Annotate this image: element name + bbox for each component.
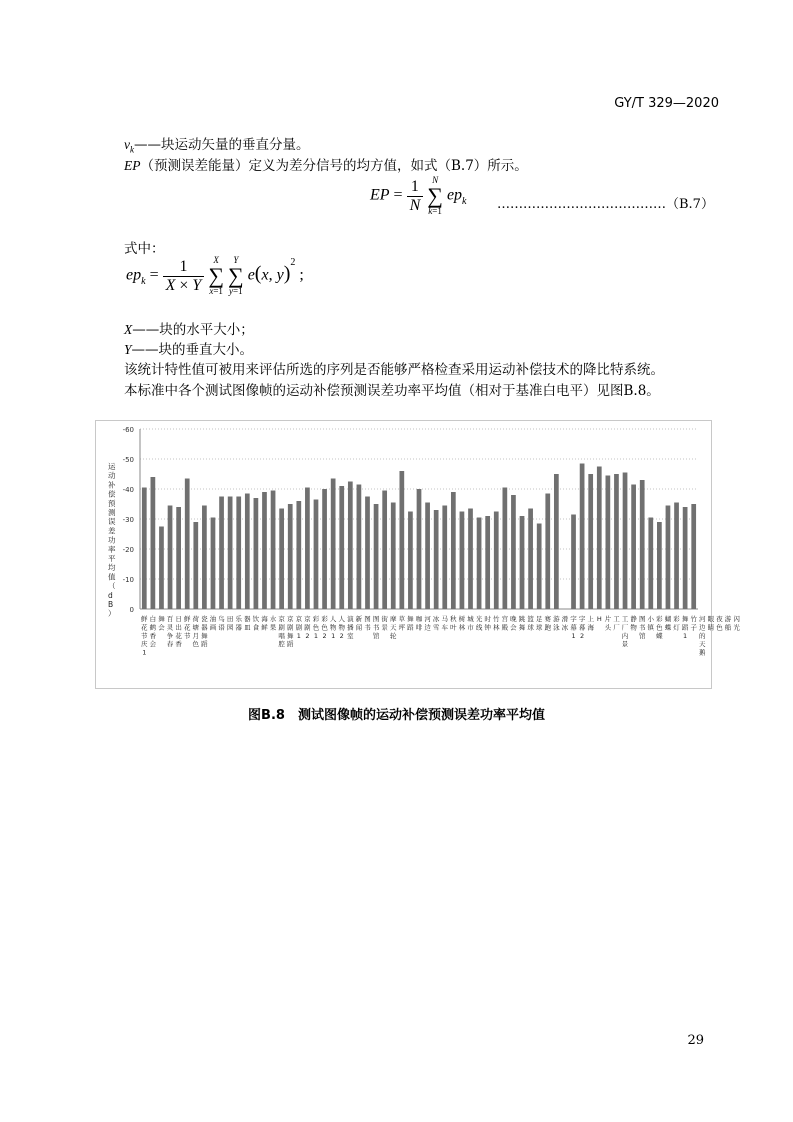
x-tick-label: 游泳 — [553, 615, 560, 632]
x-description: ——块的水平大小； — [132, 322, 254, 338]
bar — [185, 479, 190, 610]
x-tick-label: 荷塘月色 — [192, 615, 200, 649]
where-label: 式中： — [124, 241, 165, 257]
bar — [623, 473, 628, 610]
vk-description: ——块运动矢量的垂直分量。 — [134, 137, 310, 153]
bar — [494, 512, 499, 610]
y-tick-label: -40 — [122, 486, 134, 494]
x-tick-label: 冰雪 — [432, 615, 440, 632]
bar — [666, 506, 671, 610]
bar — [288, 504, 293, 609]
x-tick-label: 上海 — [587, 615, 594, 632]
bar — [442, 506, 447, 610]
bar — [640, 480, 645, 609]
x-tick-label: 彩色 2 — [321, 615, 328, 640]
x-tick-label: 图书馆 — [638, 615, 646, 640]
bar — [271, 491, 276, 610]
x-tick-label: 图书馆 — [372, 615, 380, 640]
x-tick-label: 人物 2 — [338, 615, 345, 640]
x-tick-label: 赛跑 — [544, 615, 552, 632]
x-tick-label: 白鹤香会 — [149, 615, 157, 649]
vk-variable: v — [124, 137, 130, 152]
x-definition — [124, 318, 254, 338]
x-variable: X — [124, 322, 133, 337]
bar — [657, 522, 662, 609]
bar — [691, 504, 696, 609]
equation-epk: $ep_k$ = $\frac{1}{X \times Y}$ X ∑ x=1 Y ∑ y=1 e(x, y)$^2$ ; — [126, 255, 304, 296]
y-tick-label: -60 — [122, 426, 134, 434]
page-number: 29 — [687, 1033, 704, 1048]
x-tick-label: 宫殿 — [501, 615, 509, 632]
bar — [502, 488, 507, 610]
bar — [477, 518, 482, 610]
bar — [314, 500, 319, 610]
x-tick-label: 滑冰 — [561, 615, 569, 632]
y-tick-label: -10 — [122, 576, 134, 584]
y-tick-label: 0 — [129, 606, 134, 614]
x-tick-label: 竹子 — [690, 615, 697, 632]
x-tick-label: 小镇 — [647, 615, 655, 632]
bar — [606, 476, 611, 610]
bar — [142, 488, 147, 610]
x-tick-label: 字幕 2 — [578, 615, 586, 640]
equation-b7-number: …………………………………（B.7） — [497, 197, 714, 212]
bar — [202, 506, 207, 610]
x-tick-label: 人物 1 — [329, 615, 337, 640]
bar — [460, 512, 465, 610]
bar — [399, 471, 404, 609]
x-tick-label: 晚会 — [510, 615, 517, 632]
bar — [614, 474, 619, 609]
x-tick-label: 彩色蝶 — [656, 615, 663, 640]
x-tick-label: 闪光 — [733, 615, 740, 632]
bar — [631, 485, 636, 610]
bar — [262, 492, 267, 609]
y-tick-label: -30 — [122, 516, 134, 524]
bar — [597, 467, 602, 610]
equation-b7: EP = $\frac{1}{N}$ N ∑ k=1 $ep_k$ — [370, 175, 467, 216]
bar — [151, 477, 156, 609]
bar — [365, 497, 370, 610]
bar — [683, 507, 688, 609]
x-tick-label: 竹林 — [493, 615, 500, 632]
bar — [391, 503, 396, 610]
x-tick-label: 草坪 — [398, 615, 406, 632]
x-tick-label: 舞蹈 1 — [681, 615, 689, 640]
x-tick-label: 舞会 — [158, 615, 165, 632]
bar — [511, 495, 516, 609]
figure-caption: 图B.8 测试图像帧的运动补偿预测误差功率平均值 — [248, 708, 545, 723]
bar — [408, 512, 413, 610]
y-variable: Y — [124, 342, 132, 357]
bar — [348, 482, 353, 610]
x-tick-label: 彩色 1 — [312, 615, 320, 640]
bar — [176, 507, 181, 609]
bar — [305, 488, 310, 610]
x-tick-label: 水果 — [269, 615, 277, 632]
ep-variable: EP — [124, 158, 141, 173]
bar — [434, 510, 439, 609]
vk-definition — [124, 133, 310, 155]
x-tick-label: 蝴蝶 — [664, 615, 672, 632]
bar — [168, 506, 173, 610]
bar — [485, 516, 490, 609]
bar — [554, 474, 559, 609]
vk-subscript: k — [130, 144, 134, 155]
x-tick-label: 眼睛 — [707, 615, 715, 632]
bar — [159, 527, 164, 610]
x-tick-label: 饮食 — [252, 615, 260, 632]
bar — [545, 494, 550, 610]
bar — [451, 492, 456, 609]
x-tick-label: 字幕 1 — [570, 615, 577, 640]
bar — [279, 509, 284, 610]
x-tick-label: 鲜花节 — [183, 615, 191, 640]
bar — [382, 491, 387, 610]
bar — [425, 503, 430, 610]
bar — [245, 494, 250, 610]
bar-chart — [96, 421, 740, 688]
x-tick-label: 片头 — [604, 615, 612, 632]
x-tick-label: 树林 — [458, 615, 466, 632]
ep-description: （预测误差能量）定义为差分信号的均方值，如式（B.7）所示。 — [140, 158, 528, 174]
x-tick-label: 器皿 — [244, 615, 251, 632]
bar — [648, 518, 653, 610]
x-tick-label: 京剧 1 — [295, 615, 303, 640]
x-tick-label: 篮球 — [527, 615, 534, 632]
y-tick-label: -20 — [122, 546, 134, 554]
bar — [236, 497, 241, 610]
x-tick-label: 图书 — [364, 615, 371, 632]
x-tick-label: 百灵争春 — [166, 615, 174, 649]
x-tick-label: 油画 — [209, 615, 217, 632]
bar — [339, 486, 344, 609]
bar — [580, 464, 585, 610]
y-description: ——块的垂直大小。 — [131, 342, 254, 358]
bar — [228, 497, 233, 610]
x-tick-label: 田园 — [226, 615, 234, 632]
standard-code: GY/T 329—2020 — [614, 96, 719, 111]
bar — [211, 518, 216, 610]
x-tick-label: 新闻 — [355, 615, 363, 632]
x-tick-label: 游船 — [724, 615, 732, 632]
x-tick-label: 光线 — [475, 615, 483, 632]
y-definition — [124, 338, 253, 358]
paragraph-2: 本标准中各个测试图像帧的运动补偿预测误差功率平均值（相对于基准白电平）见图B.8。 — [124, 383, 660, 399]
bar — [296, 501, 301, 609]
bar — [571, 515, 576, 610]
x-tick-label: 秋叶 — [450, 615, 457, 632]
bar — [331, 479, 336, 610]
x-tick-label: 街景 — [381, 615, 388, 632]
x-tick-label: 工厂 — [613, 615, 620, 632]
x-tick-label: 京剧 2 — [304, 615, 311, 640]
bar — [537, 524, 542, 610]
x-tick-label: 咖啡 — [415, 615, 423, 632]
x-tick-label: 瓷器舞蹈 — [201, 615, 208, 649]
x-tick-label: 演播室 — [347, 615, 354, 640]
bar — [374, 504, 379, 609]
x-tick-label: 城市 — [467, 615, 474, 632]
bar — [254, 498, 259, 609]
x-tick-label: 鲜花节庆 1 — [141, 615, 148, 657]
bar — [357, 485, 362, 610]
x-tick-label: 日出花香 — [175, 615, 182, 649]
x-tick-label: H — [596, 615, 602, 623]
bar — [219, 497, 224, 610]
bar — [193, 522, 198, 609]
bar — [322, 489, 327, 609]
x-tick-label: 乐器 — [235, 615, 242, 632]
x-tick-label: 京剧唱腔 — [278, 615, 285, 649]
x-tick-label: 静物 — [630, 615, 637, 632]
x-tick-label: 工厂内景 — [621, 615, 629, 649]
x-tick-label: 河边 — [424, 615, 431, 632]
ep-definition — [124, 154, 528, 174]
bar — [520, 516, 525, 609]
x-tick-label: 舞蹈 — [407, 615, 414, 632]
x-tick-label: 马车 — [441, 615, 449, 632]
x-tick-label: 京剧舞蹈 — [286, 615, 294, 649]
bar — [588, 474, 593, 609]
bar — [674, 503, 679, 610]
x-tick-label: 足球 — [535, 615, 543, 632]
y-tick-label: -50 — [122, 456, 134, 464]
x-tick-label: 夜色 — [716, 615, 723, 632]
x-tick-label: 海鲜 — [261, 615, 268, 632]
x-tick-label: 河边的天鹅 — [699, 615, 706, 657]
paragraph-1: 该统计特性值可被用来评估所选的序列是否能够严格检查采用运动补偿技术的降比特系统。 — [124, 362, 664, 378]
bar-chart-frame — [95, 420, 740, 689]
bar — [528, 509, 533, 610]
x-tick-label: 摩天轮 — [389, 615, 397, 640]
y-axis-label: 运动补偿预测误差功率平均值（ d B ） — [108, 462, 116, 619]
bar — [417, 489, 422, 609]
x-tick-label: 跳舞 — [518, 615, 526, 632]
x-tick-label: 彩灯 — [673, 615, 680, 632]
x-tick-label: 时钟 — [484, 615, 491, 632]
x-tick-label: 鸟语 — [218, 615, 225, 632]
bar — [468, 509, 473, 610]
